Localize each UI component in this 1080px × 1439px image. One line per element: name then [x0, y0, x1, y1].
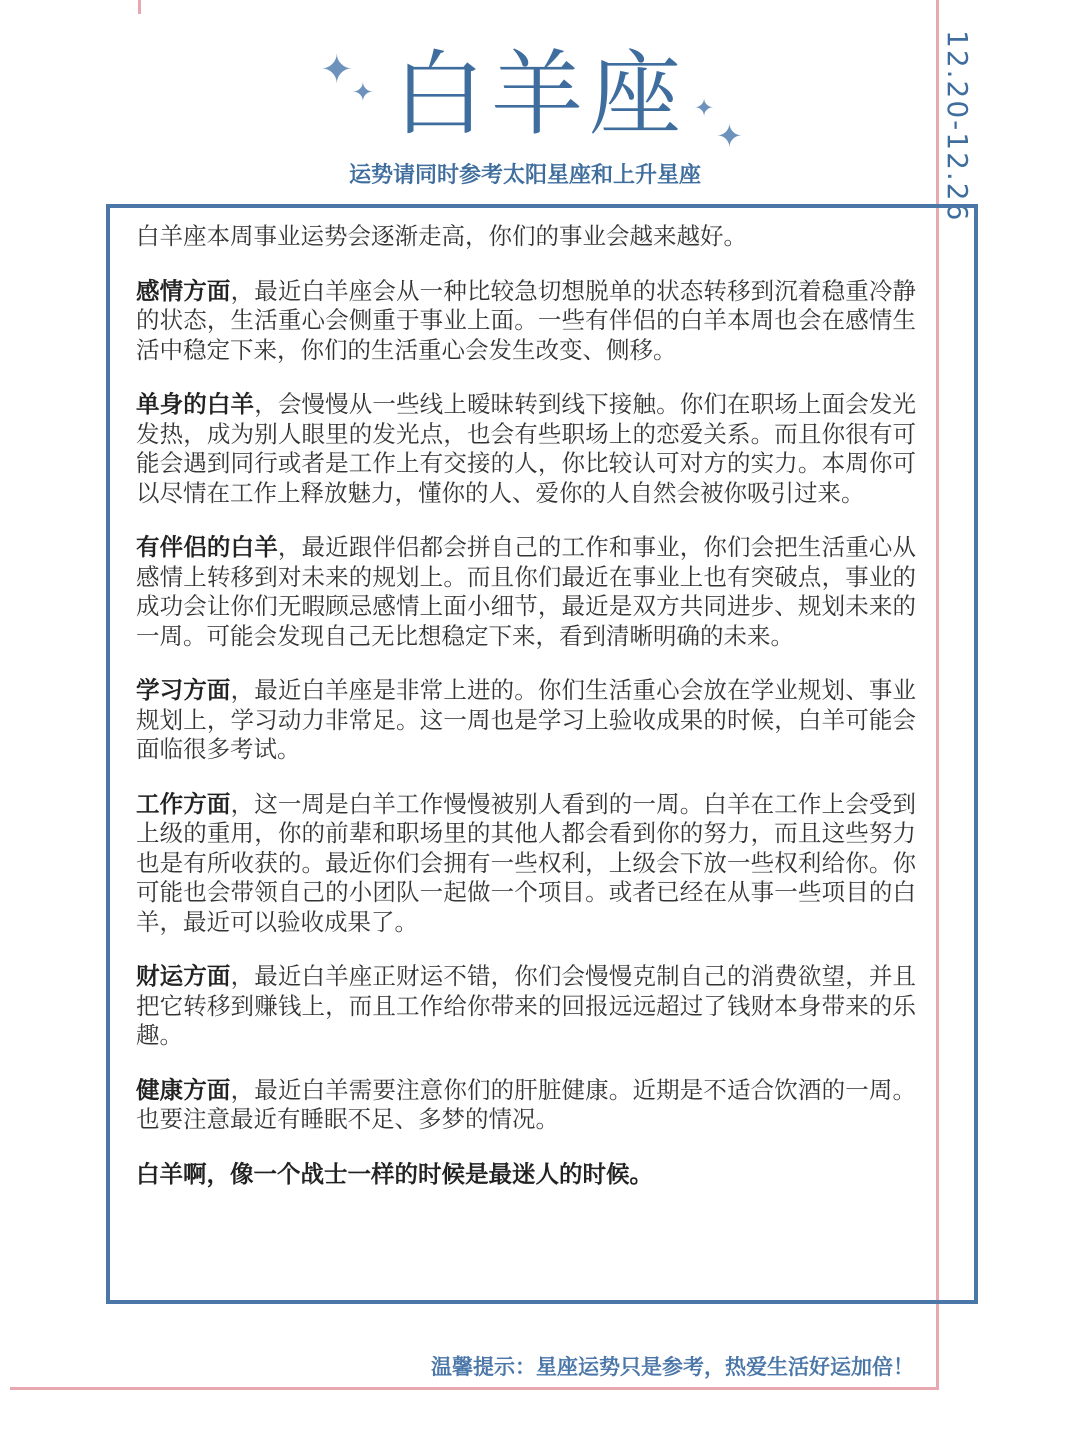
intro-paragraph: 白羊座本周事业运势会逐渐走高，你们的事业会越来越好。 [136, 222, 747, 250]
sparkle-icon: ✦ [320, 47, 354, 93]
frame-line-bottom [10, 1387, 939, 1390]
section-heading: 财运方面 [136, 962, 231, 990]
section-heading: 健康方面 [136, 1075, 231, 1104]
sparkle-icon: ✦ [694, 94, 715, 122]
footer-tip: 温馨提示：星座运势只是参考，热爱生活好运加倍！ [431, 1355, 914, 1379]
section-text: ，最近白羊座正财运不错，你们会慢慢克制自己的消费欲望，并且把它转移到赚钱上，而且工作给你带来的回报远远超过了钱财本身带来的乐趣。 [136, 962, 916, 1049]
section-wealth [136, 962, 916, 1051]
section-text: ，最近白羊座会从一种比较急切想脱单的状态转移到沉着稳重冷静的状态，生活重心会侧重于事业上面。一些有伴侣的白羊本周也会在感情生活中稳定下来，你们的生活重心会发生改变、侧移。 [136, 276, 916, 364]
section-heading: 有伴侣的白羊 [136, 533, 278, 561]
section-heading: 学习方面 [136, 676, 231, 704]
horoscope-content [136, 222, 916, 1214]
section-love [136, 277, 916, 366]
page-title: 白羊座 [392, 41, 687, 148]
frame-line-top-left [138, 0, 141, 14]
section-study [136, 676, 916, 765]
section-text: ，最近白羊座是非常上进的。你们生活重心会放在学业规划、事业规划上，学习动力非常足。这一周也是学习上验收成果的时候，白羊可能会面临很多考试。 [136, 676, 916, 763]
section-heading: 单身的白羊 [136, 390, 255, 418]
sparkle-icon: ✦ [716, 117, 743, 155]
section-text: ，会慢慢从一些线上暧昧转到线下接触。你们在职场上面会发光发热，成为别人眼里的发光点，也会有些职场上的恋爱关系。而且你很有可能会遇到同行或者是工作上有交接的人，你比较认可对方的实力。本周你可以尽情在工作上释放魅力，懂你的人、爱你的人自然会被你吸引过来。 [136, 390, 916, 507]
section-text: ，最近白羊需要注意你们的肝脏健康。近期是不适合饮酒的一周。也要注意最近有睡眠不足、多梦的情况。 [136, 1075, 916, 1133]
date-range: 12.20-12.26 [941, 30, 974, 223]
section-work [136, 790, 916, 938]
section-text: ，最近跟伴侣都会拼自己的工作和事业，你们会把生活重心从感情上转移到对未来的规划上。而且你们最近在事业上也有突破点，事业的成功会让你们无暇顾忌感情上面小细节，最近是双方共同进步、规划未来的一周。可能会发现自己无比想稳定下来，看到清晰明确的未来。 [136, 533, 916, 650]
section-single [136, 390, 916, 508]
sparkle-icon: ✦ [352, 78, 374, 108]
section-heading: 工作方面 [136, 789, 231, 818]
section-text: ，这一周是白羊工作慢慢被别人看到的一周。白羊在工作上会受到上级的重用，你的前辈和职场里的其他人都会看到你的努力，而且这些努力也是有所收获的。最近你们会拥有一些权利，上级会下放一些权利给你。你可能也会带领自己的小团队一起做一个项目。或者已经在从事一些项目的白羊，最近可以验收成果了。 [136, 789, 916, 936]
page-subtitle: 运势请同时参考太阳星座和上升星座 [348, 163, 701, 188]
section-heading: 感情方面 [136, 276, 231, 305]
section-partnered [136, 533, 916, 651]
section-health [136, 1076, 916, 1135]
closing-line: 白羊啊，像一个战士一样的时候是最迷人的时候。 [136, 1159, 653, 1188]
